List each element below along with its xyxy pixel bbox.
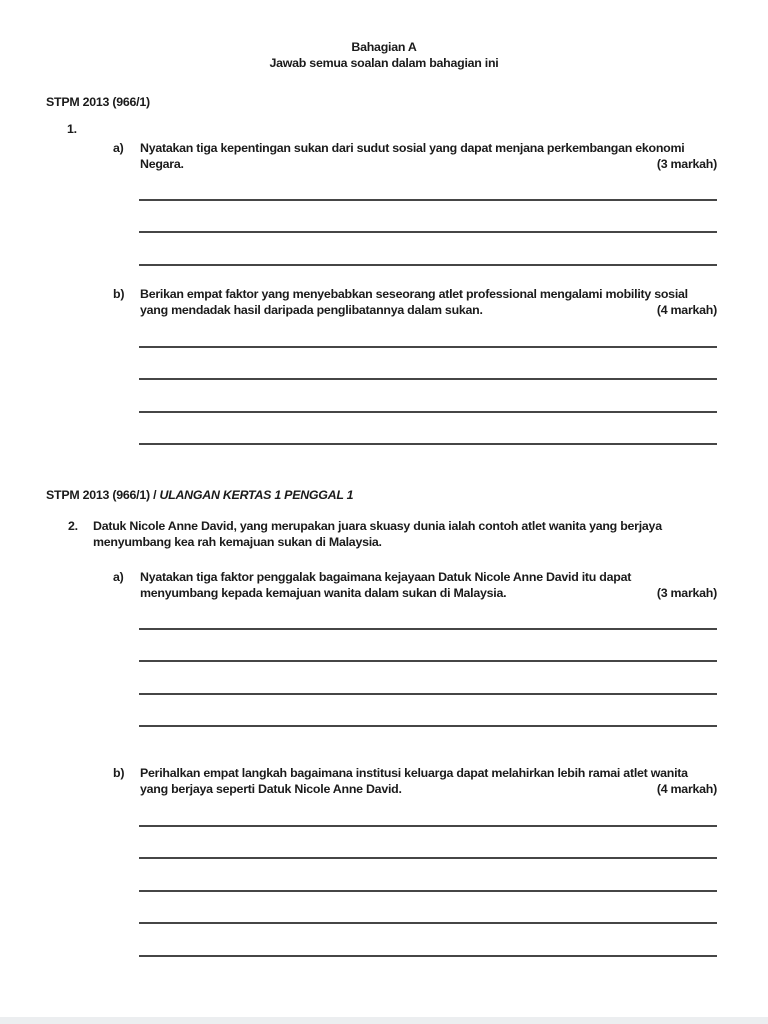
section-instruction: Jawab semua soalan dalam bahagian ini xyxy=(269,56,499,70)
answer-line xyxy=(139,201,717,233)
answer-line xyxy=(139,169,717,201)
question-2b-answer-lines xyxy=(139,795,717,957)
answer-line xyxy=(139,695,717,727)
question-2-intro-line1: Datuk Nicole Anne David, yang merupakan juara skuasy dunia ialah contoh atlet wanita yang berjaya xyxy=(93,519,662,533)
question-1a xyxy=(113,140,717,172)
answer-line xyxy=(139,630,717,662)
question-1a-answer-lines xyxy=(139,169,717,266)
question-2b-text-line2: yang berjaya seperti Datuk Nicole Anne David. xyxy=(140,782,402,796)
answer-line xyxy=(139,316,717,348)
paper-code-text: STPM 2013 (966/1) / xyxy=(46,488,160,502)
question-1b-text-line2: yang mendadak hasil daripada penglibatannya dalam sukan. xyxy=(140,303,483,317)
question-1-number: 1. xyxy=(67,122,77,136)
question-1a-marks: (3 markah) xyxy=(656,157,717,171)
question-1b-marker: b) xyxy=(113,287,125,301)
question-1a-marker: a) xyxy=(113,141,124,155)
paper-code-label-1 xyxy=(46,94,150,110)
paper-code-text: STPM 2013 (966/1) xyxy=(46,95,150,109)
question-2b-marker: b) xyxy=(113,766,125,780)
paper-code-label-2 xyxy=(46,487,353,503)
answer-line xyxy=(139,348,717,380)
answer-line xyxy=(139,892,717,924)
question-1b-marks: (4 markah) xyxy=(656,303,717,317)
question-2-intro-line2: menyumbang kea rah kemajuan sukan di Malaysia. xyxy=(93,535,382,549)
page-bottom-edge xyxy=(0,1017,768,1024)
answer-line xyxy=(139,413,717,445)
answer-line xyxy=(139,380,717,412)
question-2-number: 2. xyxy=(68,519,78,533)
question-2b-marks: (4 markah) xyxy=(656,782,717,796)
question-2a-marker: a) xyxy=(113,570,124,584)
question-2b xyxy=(113,765,717,797)
answer-line xyxy=(139,662,717,694)
question-2-intro xyxy=(68,518,717,550)
question-2a-answer-lines xyxy=(139,598,717,728)
question-1a-text-line2: Negara. xyxy=(140,157,184,171)
question-1b xyxy=(113,286,717,318)
question-1b-text-line1: Berikan empat faktor yang menyebabkan seseorang atlet professional mengalami mobility sosial xyxy=(140,287,688,301)
answer-line xyxy=(139,859,717,891)
answer-line xyxy=(139,827,717,859)
section-title: Bahagian A xyxy=(351,40,417,54)
question-2a-text-line2: menyumbang kepada kemajuan wanita dalam sukan di Malaysia. xyxy=(140,586,507,600)
question-2a-text-line1: Nyatakan tiga faktor penggalak bagaimana kejayaan Datuk Nicole Anne David itu dapat xyxy=(140,570,632,584)
question-1b-answer-lines xyxy=(139,316,717,446)
question-2a-marks: (3 markah) xyxy=(656,586,717,600)
question-2a xyxy=(113,569,717,601)
answer-line xyxy=(139,795,717,827)
answer-line xyxy=(139,598,717,630)
question-1a-text-line1: Nyatakan tiga kepentingan sukan dari sudut sosial yang dapat menjana perkembangan ekonomi xyxy=(140,141,685,155)
answer-line xyxy=(139,924,717,956)
answer-line xyxy=(139,233,717,265)
question-2b-text-line1: Perihalkan empat langkah bagaimana institusi keluarga dapat melahirkan lebih ramai atlet wanita xyxy=(140,766,688,780)
paper-code-italic-text: ULANGAN KERTAS 1 PENGGAL 1 xyxy=(159,488,354,502)
